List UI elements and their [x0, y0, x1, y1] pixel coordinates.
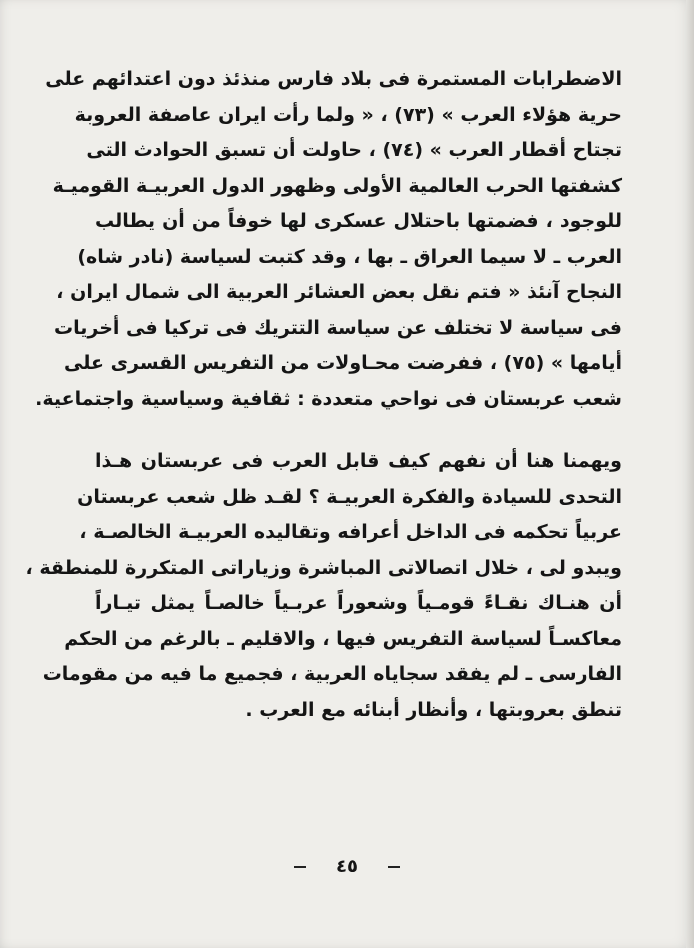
- text-line: الاضطرابات المستمرة فى بلاد فارس منذئذ دون اعتدائهم على: [45, 68, 622, 90]
- text-line: معاكسـاً لسياسة التفريس فيها ، والاقليم ـ بالرغم من الحكم: [64, 627, 622, 650]
- paragraph-2: [25, 444, 622, 728]
- text-line: أيامها » (٧٥) ، ففرضت محـاولات من التفريس القسرى على: [64, 352, 622, 374]
- text-line: تجتاح أقطار العرب » (٧٤) ، حاولت أن تسبق الحوادث التى: [86, 139, 622, 161]
- text-line: ويهمنا هنا أن نفهم كيف قابل العرب فى عربستان هـذا: [95, 450, 622, 472]
- text-line: ويبدو لى ، خلال اتصالاتى المباشرة وزياراتى المتكررة للمنطقة ،: [25, 556, 622, 579]
- text-line: فى سياسة لا تختلف عن سياسة التتريك فى تركيا فى أخريات: [54, 316, 622, 339]
- text-line: الفارسى ـ لم يفقد سجاياه العربية ، فجميع ما فيه من مقومات: [42, 663, 622, 685]
- text-line: النجاح آنئذ « فتم نقل بعض العشائر العربية الى شمال ايران ،: [56, 281, 622, 303]
- paragraph-1: [35, 62, 622, 417]
- text-line: عربياً تحكمه فى الداخل أعرافه وتقاليده العربيـة الخالصـة ،: [79, 521, 622, 543]
- text-line: كشفتها الحرب العالمية الأولى وظهور الدول العربيـة القوميـة: [52, 174, 622, 197]
- text-line: للوجود ، فضمتها باحتلال عسكرى لها خوفاً من أن يطالب: [95, 210, 622, 232]
- footer-dash-right: [388, 866, 400, 868]
- page-number: ٤٥: [336, 856, 358, 877]
- page-footer: [0, 852, 694, 882]
- text-line: التحدى للسيادة والفكرة العربيـة ؟ لقـد ظل شعب عربستان: [77, 485, 622, 508]
- text-line: حرية هؤلاء العرب » (٧٣) ، « ولما رأت ايران عاصفة العروبة: [74, 103, 622, 126]
- text-line: شعب عربستان فى نواحي متعددة : ثقافية وسياسية واجتماعية.: [35, 387, 622, 410]
- text-line: تنطق بعروبتها ، وأنظار أبنائه مع العرب .: [245, 698, 622, 721]
- text-line: أن هنـاك نقـاءً قومـياً وشعوراً عربـياً خالصـاً يمثل تيـاراً: [95, 592, 622, 614]
- text-line: العرب ـ لا سيما العراق ـ بها ، وقد كتبت لسياسة (نادر شاه): [77, 245, 622, 268]
- footer-dash-left: [294, 866, 306, 868]
- page-edge-shadow: [686, 0, 694, 948]
